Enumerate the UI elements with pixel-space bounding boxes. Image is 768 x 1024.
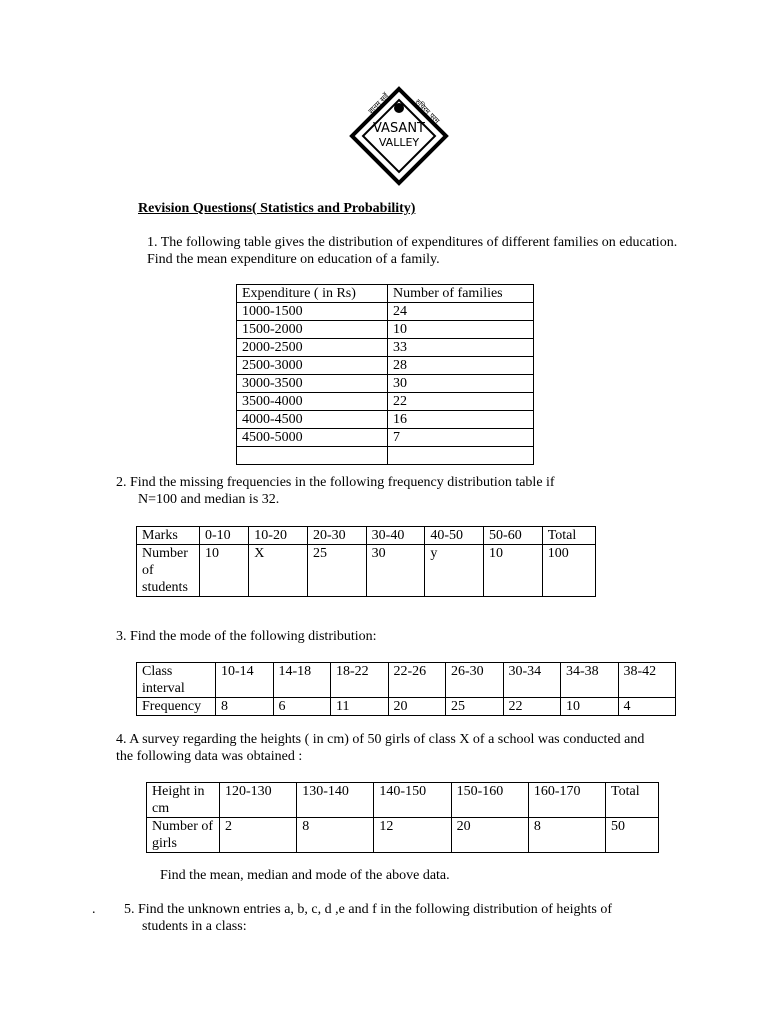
table-cell: 2000-2500 — [237, 339, 388, 357]
table-cell: 0-10 — [200, 527, 249, 545]
table-cell: 30 — [388, 375, 534, 393]
question-2-line1: 2. Find the missing frequencies in the following frequency distribution table if — [116, 475, 555, 490]
table-cell: 8 — [297, 818, 374, 853]
table-cell: 120-130 — [220, 783, 297, 818]
table-cell: 28 — [388, 357, 534, 375]
height-table — [146, 782, 659, 853]
table-cell: 25 — [307, 545, 366, 597]
table-cell: X — [249, 545, 308, 597]
table-cell — [237, 447, 388, 465]
table-cell: 6 — [273, 698, 331, 716]
table-cell: 150-160 — [451, 783, 528, 818]
table-cell: Total — [542, 527, 595, 545]
table-row — [237, 303, 534, 321]
table-cell: 22 — [388, 393, 534, 411]
table-cell: 3500-4000 — [237, 393, 388, 411]
table-cell: 4500-5000 — [237, 429, 388, 447]
table-cell: 1500-2000 — [237, 321, 388, 339]
table-cell: Frequency — [137, 698, 216, 716]
table-row — [237, 393, 534, 411]
table-cell: 160-170 — [528, 783, 605, 818]
question-5-line2: students in a class: — [142, 919, 247, 934]
table-cell: 33 — [388, 339, 534, 357]
table-cell: 50 — [606, 818, 659, 853]
table-cell: 2500-3000 — [237, 357, 388, 375]
table-cell: Number of girls — [147, 818, 220, 853]
table-cell: 30 — [366, 545, 425, 597]
table-cell: 24 — [388, 303, 534, 321]
table-header-row — [237, 285, 534, 303]
marks-table — [136, 526, 596, 597]
table-cell: 7 — [388, 429, 534, 447]
header-cell: Expenditure ( in Rs) — [237, 285, 388, 303]
table-cell: 50-60 — [484, 527, 543, 545]
table-cell: 100 — [542, 545, 595, 597]
table-cell: 4000-4500 — [237, 411, 388, 429]
table-cell: 18-22 — [331, 663, 389, 698]
table-cell: 140-150 — [374, 783, 451, 818]
table-cell: Number of students — [137, 545, 200, 597]
table-cell: 10 — [388, 321, 534, 339]
logo-name-line1: VASANT — [372, 121, 426, 136]
question-5-text — [124, 901, 684, 935]
logo-arc-right: रुचिरम् परम् — [413, 97, 441, 126]
table-cell: 1000-1500 — [237, 303, 388, 321]
question-2-text — [116, 474, 636, 508]
table-row — [137, 545, 596, 597]
table-cell: 20-30 — [307, 527, 366, 545]
table-cell: 38-42 — [618, 663, 676, 698]
table-cell: 4 — [618, 698, 676, 716]
table-cell — [388, 447, 534, 465]
table-cell: 10 — [200, 545, 249, 597]
question-3-text: 3. Find the mode of the following distribution: — [116, 629, 377, 644]
question-1-text: 1. The following table gives the distribution of expenditures of different families on education. Find the mean expenditure on education of a family. — [147, 235, 678, 267]
question-4-instruction: Find the mean, median and mode of the above data. — [160, 868, 450, 883]
class-interval-table — [136, 662, 676, 716]
table-header-row — [137, 527, 596, 545]
table-cell: 26-30 — [446, 663, 504, 698]
table-cell: 14-18 — [273, 663, 331, 698]
table-cell: 22 — [503, 698, 561, 716]
logo-name-line2: VALLEY — [378, 136, 420, 149]
table-cell: Class interval — [137, 663, 216, 698]
table-cell: 40-50 — [425, 527, 484, 545]
table-cell: Total — [606, 783, 659, 818]
table-cell: 20 — [451, 818, 528, 853]
question-5-line1: 5. Find the unknown entries a, b, c, d ,e and f in the following distribution of heights of — [124, 902, 612, 917]
table-header-row — [137, 663, 676, 698]
sun-emblem-icon — [394, 103, 404, 113]
table-cell: 11 — [331, 698, 389, 716]
header-cell: Number of families — [388, 285, 534, 303]
table-cell: 16 — [388, 411, 534, 429]
table-header-row — [147, 783, 659, 818]
table-cell: y — [425, 545, 484, 597]
table-cell: 2 — [220, 818, 297, 853]
table-cell: 10 — [561, 698, 619, 716]
table-cell: 10-14 — [216, 663, 274, 698]
school-logo — [349, 86, 449, 186]
bullet-dot: . — [92, 902, 96, 917]
expenditure-table — [236, 284, 534, 465]
table-cell: 3000-3500 — [237, 375, 388, 393]
table-cell: 10-20 — [249, 527, 308, 545]
table-cell: 130-140 — [297, 783, 374, 818]
table-row — [237, 411, 534, 429]
table-row — [237, 375, 534, 393]
table-cell: 22-26 — [388, 663, 446, 698]
table-cell: Height in cm — [147, 783, 220, 818]
table-cell: 25 — [446, 698, 504, 716]
table-row — [147, 818, 659, 853]
table-row — [237, 357, 534, 375]
table-cell: 8 — [528, 818, 605, 853]
table-cell: 12 — [374, 818, 451, 853]
table-cell: 20 — [388, 698, 446, 716]
table-row-empty — [237, 447, 534, 465]
table-cell: 8 — [216, 698, 274, 716]
table-cell: 30-40 — [366, 527, 425, 545]
table-row — [237, 429, 534, 447]
logo-arc-left: ज्ञानम् सर्वे — [366, 91, 391, 116]
table-cell: 34-38 — [561, 663, 619, 698]
table-row — [237, 321, 534, 339]
page-title: Revision Questions( Statistics and Probability) — [138, 201, 416, 216]
table-cell: Marks — [137, 527, 200, 545]
table-row — [237, 339, 534, 357]
table-cell: 30-34 — [503, 663, 561, 698]
question-2-line2: N=100 and median is 32. — [138, 492, 280, 507]
question-4-text: 4. A survey regarding the heights ( in cm) of 50 girls of class X of a school was conducted and the following data was obtained : — [116, 732, 645, 764]
table-row — [137, 698, 676, 716]
table-cell: 10 — [484, 545, 543, 597]
